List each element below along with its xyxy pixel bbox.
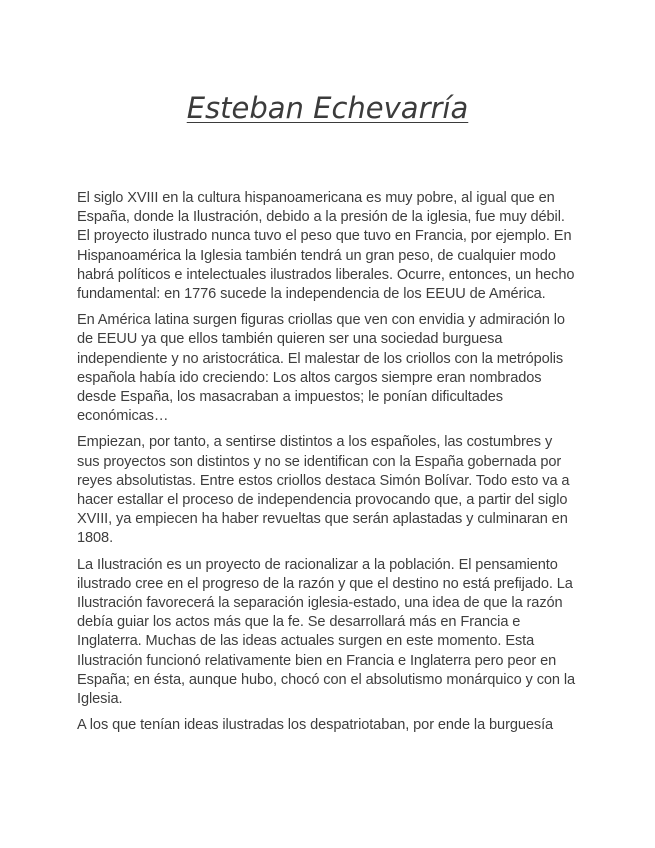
document-body bbox=[77, 189, 577, 742]
paragraph-3: Empiezan, por tanto, a sentirse distintos a los españoles, las costumbres y sus proyectos son distintos y no se identifican con la España gobernada por reyes absolutistas. Entre estos criollos destaca Simón Bolívar. Todo esto va a hacer estallar el proceso de independencia provocando que, a partir del siglo XVIII, ya empiecen ha haber revueltas que serán aplastadas y culminaran en 1808. bbox=[77, 434, 570, 547]
paragraph-4: La Ilustración es un proyecto de racionalizar a la población. El pensamiento ilustrado cree en el progreso de la razón y que el destino no está prefijado. La Ilustración favorecerá la separación iglesia-estado, una idea de que la razón debía guiar los actos más que la fe. Se desarrollará más en Francia e Inglaterra. Muchas de las ideas actuales surgen en este momento. Esta Ilustración funcionó relativamente bien en Francia e Inglaterra pero peor en España; en ésta, aunque hubo, chocó con el absolutismo monárquico y con la Iglesia. bbox=[77, 556, 576, 708]
page-title-text: Esteban Echevarría bbox=[186, 91, 469, 125]
paragraph-5: A los que tenían ideas ilustradas los despatriotaban, por ende la burguesía bbox=[77, 717, 554, 734]
page-title bbox=[0, 88, 655, 128]
paragraph-1: El siglo XVIII en la cultura hispanoamericana es muy pobre, al igual que en España, donde la Ilustración, debido a la presión de la iglesia, fue muy débil. El proyecto ilustrado nunca tuvo el peso que tuvo en Francia, por ejemplo. En Hispanoamérica la Iglesia también tendrá un gran peso, de cualquier modo habrá políticos e intelectuales ilustrados liberales. Ocurre, entonces, un hecho fundamental: en 1776 sucede la independencia de los EEUU de América. bbox=[77, 190, 575, 303]
paragraph-2: En América latina surgen figuras criollas que ven con envidia y admiración lo de EEUU ya que ellos también quieren ser una sociedad burguesa independiente y no aristocrática. El malestar de los criollos con la metrópolis española había ido creciendo: Los altos cargos siempre eran nombrados desde España, los masacraban a impuestos; le ponían dificultades económicas… bbox=[77, 312, 565, 425]
